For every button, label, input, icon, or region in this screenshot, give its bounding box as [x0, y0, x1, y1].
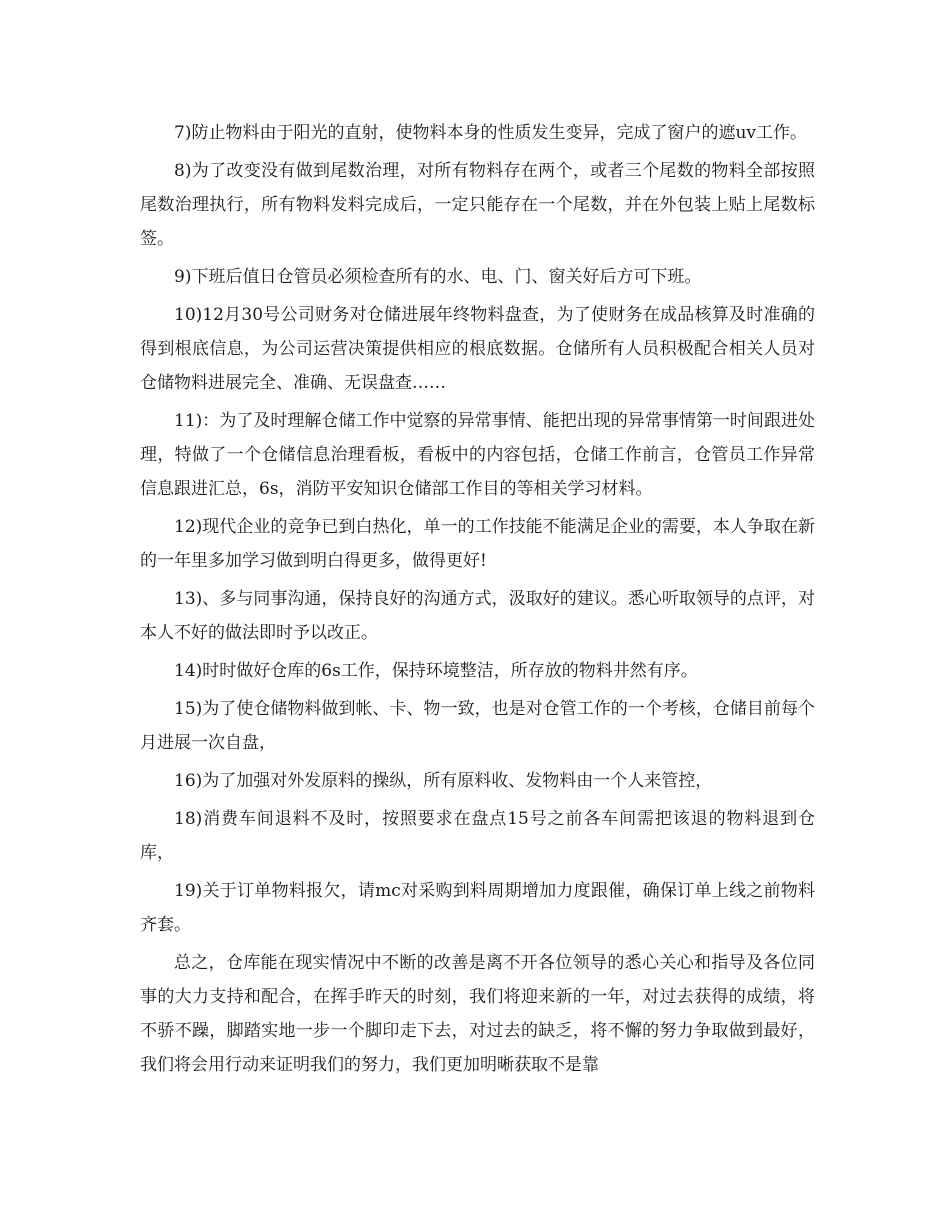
paragraph-conclusion: 总之，仓库能在现实情况中不断的改善是离不开各位领导的悉心关心和指导及各位同事的大力支持和配合，在挥手昨天的时刻，我们将迎来新的一年，对过去获得的成绩，将不骄不躁，脚踏实地一步一个脚印走下去，对过去的缺乏，将不懈的努力争取做到最好，我们将会用行动来证明我们的努力，我们更加明晰获取不是靠 — [140, 953, 815, 1075]
paragraph-item-14: 14)时时做好仓库的6s工作，保持环境整洁，所存放的物料井然有序。 — [174, 661, 698, 681]
paragraph-item-9: 9)下班后值日仓管员必须检查所有的水、电、门、窗关好后方可下班。 — [174, 267, 702, 287]
paragraph-item-12: 12)现代企业的竞争已到白热化，单一的工作技能不能满足企业的需要，本人争取在新的一年里多加学习做到明白得更多，做得更好! — [140, 517, 815, 571]
paragraph-item-16: 16)为了加强对外发原料的操纵，所有原料收、发物料由一个人来管控， — [174, 771, 713, 791]
paragraph-item-19: 19)关于订单物料报欠，请mc对采购到料周期增加力度跟催，确保订单上线之前物料齐套。 — [140, 881, 815, 935]
paragraph-item-18: 18)消费车间退料不及时，按照要求在盘点15号之前各车间需把该退的物料退到仓库， — [140, 809, 815, 863]
paragraph-item-10: 10)12月30号公司财务对仓储进展年终物料盘查，为了使财务在成品核算及时准确的得到根底信息，为公司运营决策提供相应的根底数据。仓储所有人员积极配合相关人员对仓储物料进展完全、准确、无误盘查…… — [140, 305, 815, 393]
paragraph-item-15: 15)为了使仓储物料做到帐、卡、物一致，也是对仓管工作的一个考核，仓储目前每个月进展一次自盘， — [140, 699, 815, 753]
document-body — [140, 116, 815, 1086]
paragraph-item-13: 13)、多与同事沟通，保持良好的沟通方式，汲取好的建议。悉心听取领导的点评，对本人不好的做法即时予以改正。 — [140, 589, 815, 643]
paragraph-item-11: 11)：为了及时理解仓储工作中觉察的异常事情、能把出现的异常事情第一时间跟进处理，特做了一个仓储信息治理看板，看板中的内容包括，仓储工作前言，仓管员工作异常信息跟进汇总，6s，消防平安知识仓储部工作目的等相关学习材料。 — [140, 411, 815, 499]
paragraph-item-8: 8)为了改变没有做到尾数治理，对所有物料存在两个，或者三个尾数的物料全部按照尾数治理执行，所有物料发料完成后，一定只能存在一个尾数，并在外包装上贴上尾数标签。 — [140, 161, 815, 249]
paragraph-item-7: 7)防止物料由于阳光的直射，使物料本身的性质发生变异，完成了窗户的遮uv工作。 — [174, 123, 807, 143]
